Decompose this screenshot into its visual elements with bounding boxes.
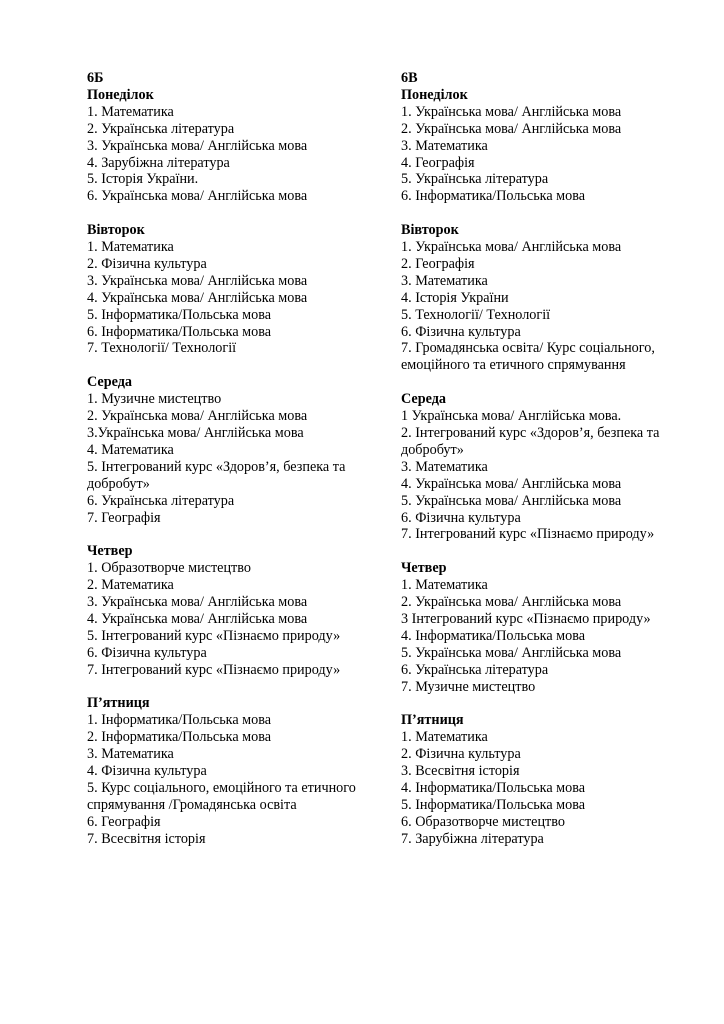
lesson-item: 6. Українська мова/ Англійська мова: [87, 188, 308, 205]
lesson-item: 4. Математика: [87, 441, 174, 458]
lesson-item: 1. Образотворче мистецтво: [87, 560, 251, 577]
day-title: Понеділок: [87, 86, 154, 103]
day-title: П’ятниця: [87, 695, 150, 712]
day-block: [87, 87, 387, 205]
lesson-item: 4. Українська мова/ Англійська мова: [87, 289, 308, 306]
lesson-item: 3 Інтегрований курс «Пізнаємо природу»: [401, 610, 651, 627]
lesson-item: 3. Всесвітня історія: [401, 763, 520, 780]
day-block: [401, 712, 701, 847]
lesson-item: 2. Інформатика/Польська мова: [87, 729, 272, 746]
lesson-item: 3. Українська мова/ Англійська мова: [87, 594, 308, 611]
lesson-item: 6. Українська література: [87, 492, 235, 509]
lesson-item: 1. Математика: [87, 103, 174, 120]
lesson-item: 6. Образотворче мистецтво: [401, 813, 565, 830]
day-block: [87, 695, 387, 847]
day-block: [87, 222, 387, 357]
day-title: Четвер: [401, 560, 447, 577]
lesson-item: 6. Інформатика/Польська мова: [401, 188, 586, 205]
lesson-item: 6. Українська література: [401, 661, 549, 678]
lesson-item: 1. Математика: [401, 729, 488, 746]
lesson-item: 5. Інтегрований курс «Здоров’я, безпека та добробут»: [87, 458, 346, 492]
lesson-item: 7. Зарубіжна література: [401, 830, 544, 847]
day-block: [87, 543, 387, 678]
lesson-item: 4. Інформатика/Польська мова: [401, 627, 586, 644]
lesson-item: 3. Українська мова/ Англійська мова: [87, 272, 308, 289]
lesson-item: 2. Українська мова/ Англійська мова: [401, 594, 622, 611]
day-title: Середа: [401, 391, 446, 408]
lesson-item: 5. Інформатика/Польська мова: [401, 796, 586, 813]
lesson-item: 6. Фізична культура: [87, 644, 207, 661]
day-block: [87, 374, 387, 526]
day-title: Середа: [87, 374, 132, 391]
class-title: 6Б: [87, 70, 104, 86]
lesson-item: 6. Фізична культура: [401, 509, 521, 526]
lesson-item: 2. Географія: [401, 255, 475, 272]
lesson-item: 2. Математика: [87, 577, 174, 594]
lesson-item: 2. Українська мова/ Англійська мова: [401, 120, 622, 137]
lesson-item: 5. Курс соціального, емоційного та етичного спрямування /Громадянська освіта: [87, 780, 356, 813]
lesson-item: 5. Технології/ Технології: [401, 306, 551, 323]
lesson-item: 1. Українська мова/ Англійська мова: [401, 103, 622, 120]
lesson-item: 3. Математика: [87, 746, 174, 763]
lesson-item: 3. Математика: [401, 272, 488, 289]
lesson-item: 3. Математика: [401, 458, 488, 475]
lesson-item: 2. Українська література: [87, 120, 235, 137]
lesson-item: 5. Українська мова/ Англійська мова: [401, 644, 622, 661]
lesson-item: 5. Інтегрований курс «Пізнаємо природу»: [87, 627, 341, 644]
lesson-item: 1. Математика: [401, 577, 488, 594]
lesson-item: 1. Математика: [87, 239, 174, 256]
lesson-item: 1 Українська мова/ Англійська мова.: [401, 408, 622, 425]
lesson-item: 2. Фізична культура: [87, 255, 207, 272]
class-schedule-6b: [87, 70, 387, 865]
lesson-item: 5. Українська мова/ Англійська мова: [401, 492, 622, 509]
class-title: 6В: [401, 70, 418, 86]
lesson-item: 7. Громадянська освіта/ Курс соціального, емоційного та етичного спрямування: [401, 340, 655, 374]
lesson-item: 7. Музичне мистецтво: [401, 678, 536, 695]
lesson-item: 7. Інтегрований курс «Пізнаємо природу»: [87, 661, 341, 678]
lesson-item: 1. Музичне мистецтво: [87, 391, 222, 408]
lesson-item: 4. Українська мова/ Англійська мова: [401, 475, 622, 492]
lesson-item: 1. Українська мова/ Англійська мова: [401, 239, 622, 256]
lesson-item: 6. Географія: [87, 813, 161, 830]
lesson-item: 2. Фізична культура: [401, 746, 521, 763]
lesson-item: 1. Інформатика/Польська мова: [87, 712, 272, 729]
lesson-item: 4. Зарубіжна література: [87, 154, 230, 171]
lesson-item: 2. Українська мова/ Англійська мова: [87, 408, 308, 425]
lesson-item: 4. Історія України: [401, 289, 509, 306]
lesson-item: 7. Географія: [87, 509, 161, 526]
day-block: [401, 560, 701, 695]
day-title: Понеділок: [401, 86, 468, 103]
day-block: [401, 87, 701, 205]
day-title: Четвер: [87, 543, 133, 560]
lesson-item: 7. Інтегрований курс «Пізнаємо природу»: [401, 526, 655, 543]
lesson-item: 6. Фізична культура: [401, 323, 521, 340]
lesson-item: 7. Всесвітня історія: [87, 830, 206, 847]
lesson-item: 3. Українська мова/ Англійська мова: [87, 137, 308, 154]
lesson-item: 6. Інформатика/Польська мова: [87, 323, 272, 340]
day-title: Вівторок: [401, 222, 459, 239]
lesson-item: 4. Українська мова/ Англійська мова: [87, 610, 308, 627]
lesson-item: 4. Фізична культура: [87, 763, 207, 780]
lesson-item: 4. Географія: [401, 154, 475, 171]
day-block: [401, 222, 701, 374]
lesson-item: 3.Українська мова/ Англійська мова: [87, 425, 304, 441]
class-schedule-6v: [401, 70, 701, 865]
day-block: [401, 391, 701, 543]
lesson-item: 7. Технології/ Технології: [87, 340, 237, 357]
lesson-item: 5. Українська література: [401, 171, 549, 188]
lesson-item: 2. Інтегрований курс «Здоров’я, безпека та добробут»: [401, 425, 660, 458]
day-title: Вівторок: [87, 222, 145, 239]
lesson-item: 5. Інформатика/Польська мова: [87, 306, 272, 323]
lesson-item: 4. Інформатика/Польська мова: [401, 780, 586, 796]
lesson-item: 3. Математика: [401, 137, 488, 154]
lesson-item: 5. Історія України.: [87, 171, 199, 188]
day-title: П’ятниця: [401, 712, 464, 729]
